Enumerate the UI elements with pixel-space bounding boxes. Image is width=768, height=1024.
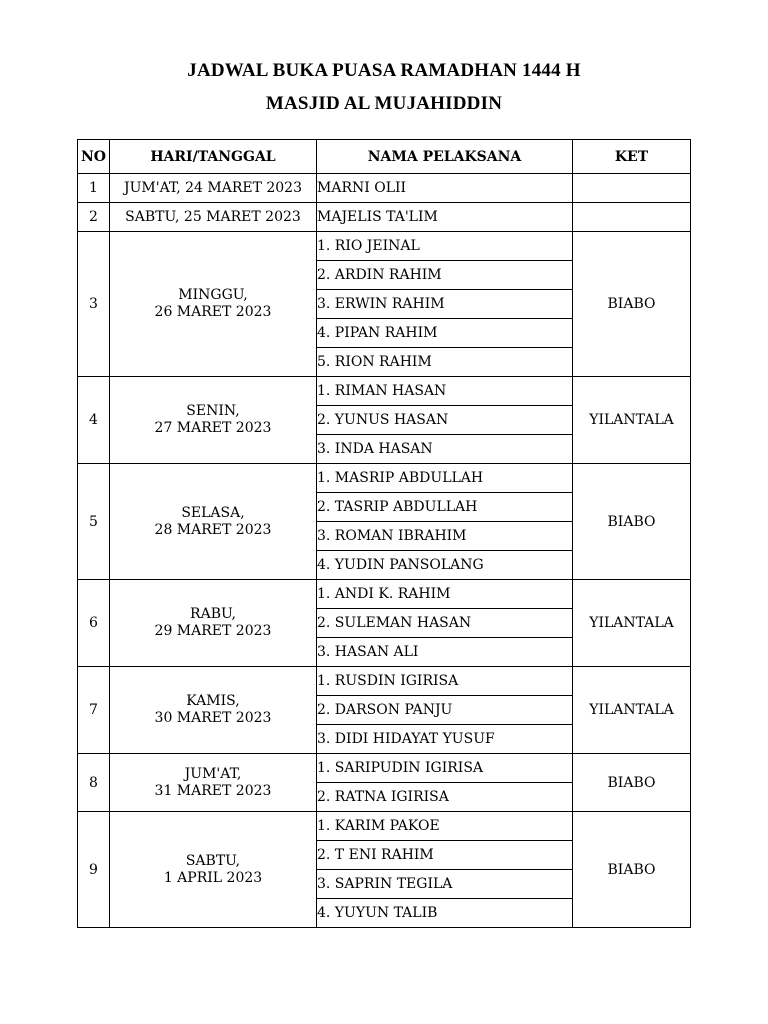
row-date-text: 30 MARET 2023 (154, 710, 272, 726)
row-date (110, 754, 317, 812)
row-date-text: 29 MARET 2023 (154, 623, 272, 639)
row-day: SABTU, (185, 852, 241, 869)
row-day: RABU, (190, 606, 236, 622)
row-number: 7 (78, 667, 110, 754)
row-name: 2. T ENI RAHIM (317, 841, 573, 870)
row-date (110, 377, 317, 464)
row-name: 3. DIDI HIDAYAT YUSUF (317, 725, 573, 754)
table-row (78, 232, 691, 261)
row-name: 3. INDA HASAN (317, 435, 573, 464)
row-day: MINGGU, (178, 287, 248, 303)
row-number: 8 (78, 754, 110, 812)
row-name: 2. DARSON PANJU (317, 696, 573, 725)
row-name: 1. RUSDIN IGIRISA (317, 667, 573, 696)
row-date-text: 26 MARET 2023 (154, 304, 272, 320)
row-date (110, 580, 317, 667)
row-ket (573, 203, 691, 232)
header-date: HARI/TANGGAL (110, 140, 317, 174)
row-day: JUM'AT, 24 MARET 2023 (123, 179, 302, 196)
row-name: 2. ARDIN RAHIM (317, 261, 573, 290)
row-name: 2. SULEMAN HASAN (317, 609, 573, 638)
row-date (110, 812, 317, 928)
row-date (110, 464, 317, 580)
row-name: 3. HASAN ALI (317, 638, 573, 667)
row-date-text: 31 MARET 2023 (154, 782, 272, 799)
row-number: 3 (78, 232, 110, 377)
row-name: 1. RIO JEINAL (317, 232, 573, 261)
header-name: NAMA PELAKSANA (317, 140, 573, 174)
row-date-text: 1 APRIL 2023 (163, 869, 263, 886)
table-row (78, 203, 691, 232)
row-ket: YILANTALA (573, 377, 691, 464)
table-row (78, 174, 691, 203)
row-name: 3. ROMAN IBRAHIM (317, 522, 573, 551)
row-name: 4. PIPAN RAHIM (317, 319, 573, 348)
document-subtitle: MASJID AL MUJAHIDDIN (265, 93, 503, 114)
row-date (110, 174, 317, 203)
row-day: SABTU, 25 MARET 2023 (125, 208, 301, 225)
row-day: JUM'AT, (184, 765, 242, 782)
row-name: 1. RIMAN HASAN (317, 377, 573, 406)
schedule-table (77, 139, 691, 928)
row-name: MARNI OLII (317, 174, 573, 203)
row-ket: BIABO (573, 754, 691, 812)
row-name: MAJELIS TA'LIM (317, 203, 573, 232)
row-ket: YILANTALA (573, 667, 691, 754)
row-name: 4. YUDIN PANSOLANG (317, 551, 573, 580)
table-body (78, 174, 691, 928)
row-day: SELASA, (181, 504, 245, 521)
row-date (110, 232, 317, 377)
table-row (78, 667, 691, 696)
row-name: 5. RION RAHIM (317, 348, 573, 377)
row-number: 4 (78, 377, 110, 464)
row-name: 3. SAPRIN TEGILA (317, 870, 573, 899)
table-header-row (78, 140, 691, 174)
table-row (78, 812, 691, 841)
row-ket: BIABO (573, 232, 691, 377)
row-name: 3. ERWIN RAHIM (317, 290, 573, 319)
row-date-text: 28 MARET 2023 (154, 521, 272, 538)
row-date-text: 27 MARET 2023 (154, 420, 272, 436)
row-date (110, 667, 317, 754)
row-day: SENIN, (186, 403, 240, 419)
row-number: 6 (78, 580, 110, 667)
row-ket (573, 174, 691, 203)
row-number: 9 (78, 812, 110, 928)
header-no: NO (78, 140, 110, 174)
row-name: 4. YUYUN TALIB (317, 899, 573, 928)
row-name: 1. SARIPUDIN IGIRISA (317, 754, 573, 783)
document-title: JADWAL BUKA PUASA RAMADHAN 1444 H (187, 60, 581, 81)
row-number: 2 (78, 203, 110, 232)
table-row (78, 377, 691, 406)
row-name: 2. YUNUS HASAN (317, 406, 573, 435)
table-row (78, 464, 691, 493)
table-row (78, 580, 691, 609)
header-ket: KET (573, 140, 691, 174)
table-row (78, 754, 691, 783)
row-name: 1. KARIM PAKOE (317, 812, 573, 841)
row-number: 1 (78, 174, 110, 203)
row-name: 2. RATNA IGIRISA (317, 783, 573, 812)
row-name: 1. MASRIP ABDULLAH (317, 464, 573, 493)
row-number: 5 (78, 464, 110, 580)
row-date (110, 203, 317, 232)
row-ket: YILANTALA (573, 580, 691, 667)
row-name: 1. ANDI K. RAHIM (317, 580, 573, 609)
row-ket: BIABO (573, 812, 691, 928)
row-name: 2. TASRIP ABDULLAH (317, 493, 573, 522)
row-ket: BIABO (573, 464, 691, 580)
row-day: KAMIS, (186, 693, 240, 709)
